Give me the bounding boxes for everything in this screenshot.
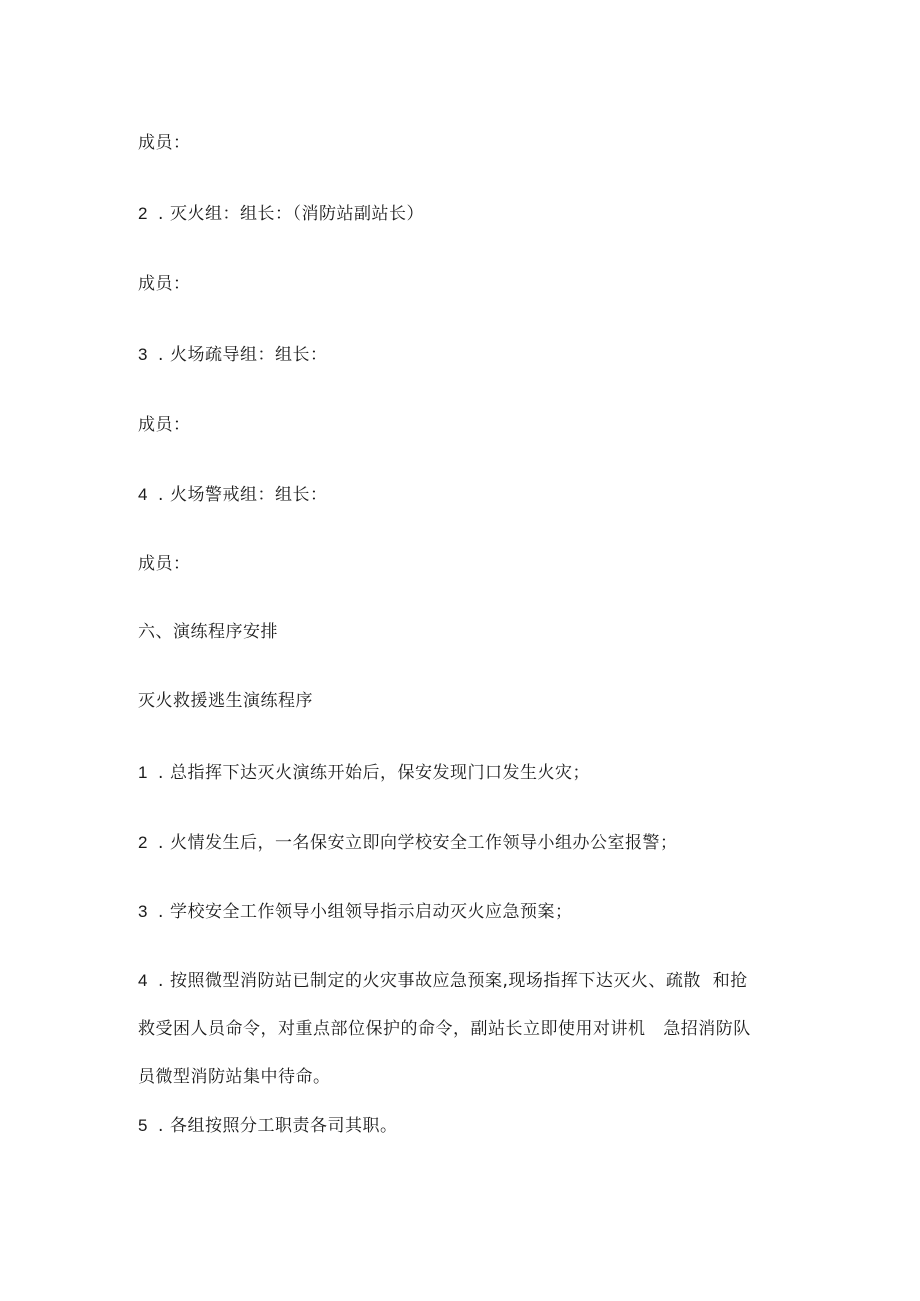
list-item — [138, 901, 573, 923]
list-item — [138, 762, 590, 784]
line-text: 成员： — [138, 133, 191, 153]
item-dot: . — [158, 833, 164, 853]
item-dot: . — [158, 485, 164, 505]
line-text: 灭火组：组长：（消防站副站长） — [170, 204, 424, 224]
list-item — [138, 344, 328, 366]
line-text: 灭火救援逃生演练程序 — [138, 691, 313, 711]
member-line — [138, 132, 191, 154]
line-text: 六、演练程序安排 — [138, 622, 278, 642]
member-line — [138, 414, 191, 436]
item-dot: . — [158, 971, 164, 991]
line-text: 员微型消防站集中待命。 — [138, 1067, 331, 1087]
item-number: 4 — [138, 485, 148, 504]
line-text: 救受困人员命令，对重点部位保护的命令，副站长立即使用对讲机 急招消防队 — [138, 1019, 751, 1039]
item-number: 3 — [138, 345, 148, 364]
item-dot: . — [158, 1116, 164, 1136]
item-dot: . — [158, 763, 164, 783]
item-dot: . — [158, 345, 164, 365]
list-item — [138, 832, 678, 854]
line-text: 学校安全工作领导小组领导指示启动灭火应急预案； — [170, 902, 573, 922]
line-text: 成员： — [138, 274, 191, 294]
line-text: 成员： — [138, 415, 191, 435]
line-text: 火场警戒组：组长： — [170, 485, 328, 505]
item-number: 3 — [138, 902, 148, 921]
list-item — [138, 970, 748, 992]
list-item — [138, 484, 328, 506]
section-heading — [138, 621, 278, 643]
item-dot: . — [158, 902, 164, 922]
item-number: 5 — [138, 1116, 148, 1135]
item-number: 4 — [138, 971, 148, 990]
list-item — [138, 1115, 398, 1137]
member-line — [138, 273, 191, 295]
item-number: 2 — [138, 204, 148, 223]
item-dot: . — [158, 204, 164, 224]
member-line — [138, 553, 191, 575]
continuation-line — [138, 1066, 331, 1088]
line-text: 火情发生后，一名保安立即向学校安全工作领导小组办公室报警； — [170, 833, 678, 853]
continuation-line — [138, 1018, 751, 1040]
item-number: 2 — [138, 833, 148, 852]
subsection-heading — [138, 690, 313, 712]
line-text: 成员： — [138, 554, 191, 574]
list-item — [138, 203, 424, 225]
line-text: 各组按照分工职责各司其职。 — [170, 1116, 398, 1136]
line-text: 总指挥下达灭火演练开始后，保安发现门口发生火灾； — [170, 763, 590, 783]
item-number: 1 — [138, 763, 148, 782]
line-text: 火场疏导组：组长： — [170, 345, 328, 365]
line-text: 按照微型消防站已制定的火灾事故应急预案,现场指挥下达灭火、疏散 和抢 — [170, 971, 748, 991]
